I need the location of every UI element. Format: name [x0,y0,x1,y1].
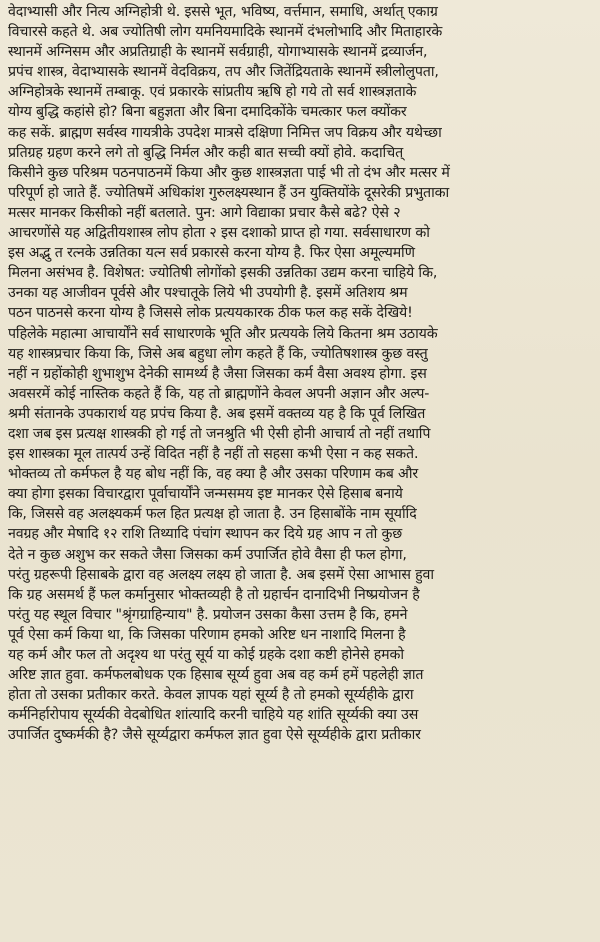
text-line-9: किसीने कुछ परिश्रम पठनपाठनमें किया और कुछ शास्त्रज्ञता पाई भी तो दंभ और मत्सर में [8,164,450,181]
text-line-18: यह शास्त्रप्रचार किया कि, जिसे अब बहुधा लोग कहते हैं कि, ज्योतिषशास्त्र कुछ वस्तु [8,345,428,362]
text-line-19: नहीं न ग्रहोंकोही शुभाशुभ देनेकी सामर्थ्य है जैसा जिसका कर्म वैसा अवश्य होगा. इस [8,365,427,382]
text-line-34: अरिष्ट ज्ञात हुवा. कर्मफलबोधक एक हिसाब सूर्य्य हुवा अब वह कर्म हमें पहलेही ज्ञात [8,667,424,684]
text-line-2: विचारसे कहते थे. अब ज्योतिषी लोग यमनियमादिके स्थानमें दंभलोभादि और मिताहारके [8,24,443,41]
text-line-5: अग्निहोत्रके स्थानमें तम्बाकू. एवं प्रकारके सांप्रतीय ऋषि हो गये तो सर्व शास्त्रज्ञताके [8,84,417,101]
text-line-27: नवग्रह और मेषादि १२ राशि तिथ्यादि पंचांग स्थापन कर दिये ग्रह आप न तो कुछ [8,526,403,543]
text-line-4: प्रपंच शास्त्र, वेदाभ्यासके स्थानमें वेदविक्रय, तप और जितेंद्रियताके स्थानमें स्त्रीलोलुपता, [8,64,439,81]
text-line-36: कर्मनिर्हारोपाय सूर्य्यकी वेदबोधित शांत्यादि करनी चाहिये यह शांति सूर्य्यकी क्या उस [8,707,419,724]
text-line-6: योग्य बुद्धि कहांसे हो? बिना बहुज्ञता और बिना दमादिकोंके चमत्कार फल क्योंकर [8,104,407,121]
text-line-3: स्थानमें अग्निसम और अप्रतिग्राही के स्थानमें सर्वग्राही, योगाभ्यासके स्थानमें द्रव्यार्जन, [8,44,428,61]
text-line-37: उपार्जित दुष्कर्मकी है? जैसे सूर्य्यद्वारा कर्मफल ज्ञात हुवा ऐसे सूर्य्यहीके द्वारा प्रतीकार [8,727,421,744]
text-line-26: कि, जिससे वह अलक्ष्यकर्म फल हित प्रत्यक्ष हो जाता है. उन हिसाबोंके नाम सूर्यादि [8,506,417,523]
text-line-31: परंतु यह स्थूल विचार "श्रृंगग्राहिन्याय" है. प्रयोजन उसका कैसा उत्तम है कि, हमने [8,606,408,623]
text-line-14: मिलना असंभव है. विशेषत: ज्योतिषी लोगोंको इसकी उन्नतिका उद्यम करना चाहिये कि, [8,265,438,282]
text-line-13: इस अद्भु त रत्नके उन्नतिका यत्न सर्व प्रकारसे करना योग्य है. फिर ऐसा अमूल्यमणि [8,245,415,262]
text-line-23: इस शास्त्रका मूल तात्पर्य उन्हें विदित नहीं है नहीं तो सहसा कभी ऐसा न कह सकते. [8,446,419,463]
text-line-22: दशा जब इस प्रत्यक्ष शास्त्रकी हो गई तो जनश्रुति भी ऐसी होनी आचार्य तो नहीं तथापि [8,425,431,442]
text-line-7: कह सकें. ब्राह्मण सर्वस्व गायत्रीके उपदेश मात्रसे दक्षिणा निमित्त जप विक्रय और यथेच्छा [8,124,442,141]
text-line-30: कि ग्रह असमर्थ हैं फल कर्मानुसार भोक्तव्यही है तो ग्रहार्चन दानादिभी निष्प्रयोजन है [8,586,420,603]
text-line-8: प्रतिग्रह ग्रहण करने लगे तो बुद्धि निर्मल और कही बात सच्ची क्यों होवे. कदाचित् [8,144,404,161]
text-line-20: अवसरमें कोई नास्तिक कहते हैं कि, यह तो ब्राह्मणोंने केवल अपनी अज्ञान और अल्प- [8,385,430,402]
text-line-21: श्रमी संतानके उपकारार्थ यह प्रपंच किया है. अब इसमें वक्तव्य यह है कि पूर्व लिखित [8,405,426,422]
text-line-15: उनका यह आजीवन पूर्वसे और पश्चातूके लिये भी उपयोगी है. इसमें अतिशय श्रम [8,285,408,302]
text-line-12: आचरणोंसे यह अद्वितीयशास्त्र लोप होता २ इस दशाको प्राप्त हो गया. सर्वसाधारण को [8,225,430,242]
text-line-35: होता तो उसका प्रतीकार करते. केवल ज्ञापक यहां सूर्य्य है तो हमको सूर्य्यहीके द्वारा [8,687,414,704]
body-text [8,2,592,745]
text-line-28: देते न कुछ अशुभ कर सकते जैसा जिसका कर्म उपार्जित होवे वैसा ही फल होगा, [8,546,407,563]
text-line-17: पहिलेके महात्मा आचार्योंने सर्व साधारणके भूति और प्रत्ययके लिये कितना श्रम उठायके [8,325,438,342]
text-line-1: वेदाभ्यासी और नित्य अग्निहोत्री थे. इससे भूत, भविष्य, वर्त्तमान, समाधि, अर्थात् एकाग्र [8,4,438,20]
text-line-32: पूर्व ऐसा कर्म किया था, कि जिसका परिणाम हमको अरिष्ट धन नाशादि मिलना है [8,626,406,643]
text-line-25: क्या होगा इसका विचारद्वारा पूर्वाचार्योंने जन्मसमय इष्ट मानकर ऐसे हिसाब बनाये [8,486,403,503]
text-line-33: यह कर्म और फल तो अदृश्य था परंतु सूर्य या कोई ग्रहके दशा कष्टी होनेसे हमको [8,647,404,663]
text-line-11: मत्सर मानकर किसीको नहीं बतलाते. पुन: आगे विद्याका प्रचार कैसे बढे? ऐसे २ [8,204,401,221]
text-line-24: भोक्तव्य तो कर्मफल है यह बोध नहीं कि, वह क्या है और उसका परिणाम कब और [8,466,419,483]
text-line-29: परंतु ग्रहरूपी हिसाबके द्वारा वह अलक्ष्य लक्ष्य हो जाता है. अब इसमें ऐसा आभास हुवा [8,566,434,583]
text-line-10: परिपूर्ण हो जाते हैं. ज्योतिषमें अधिकांश गुरुलक्ष्यस्थान हैं उन युक्तियोंके दूसरेकी प्रभुताका [8,184,450,201]
text-line-16: पठन पाठनसे करना योग्य है जिससे लोक प्रत्ययकारक ठीक फल कह सकें देखिये! [8,305,413,322]
